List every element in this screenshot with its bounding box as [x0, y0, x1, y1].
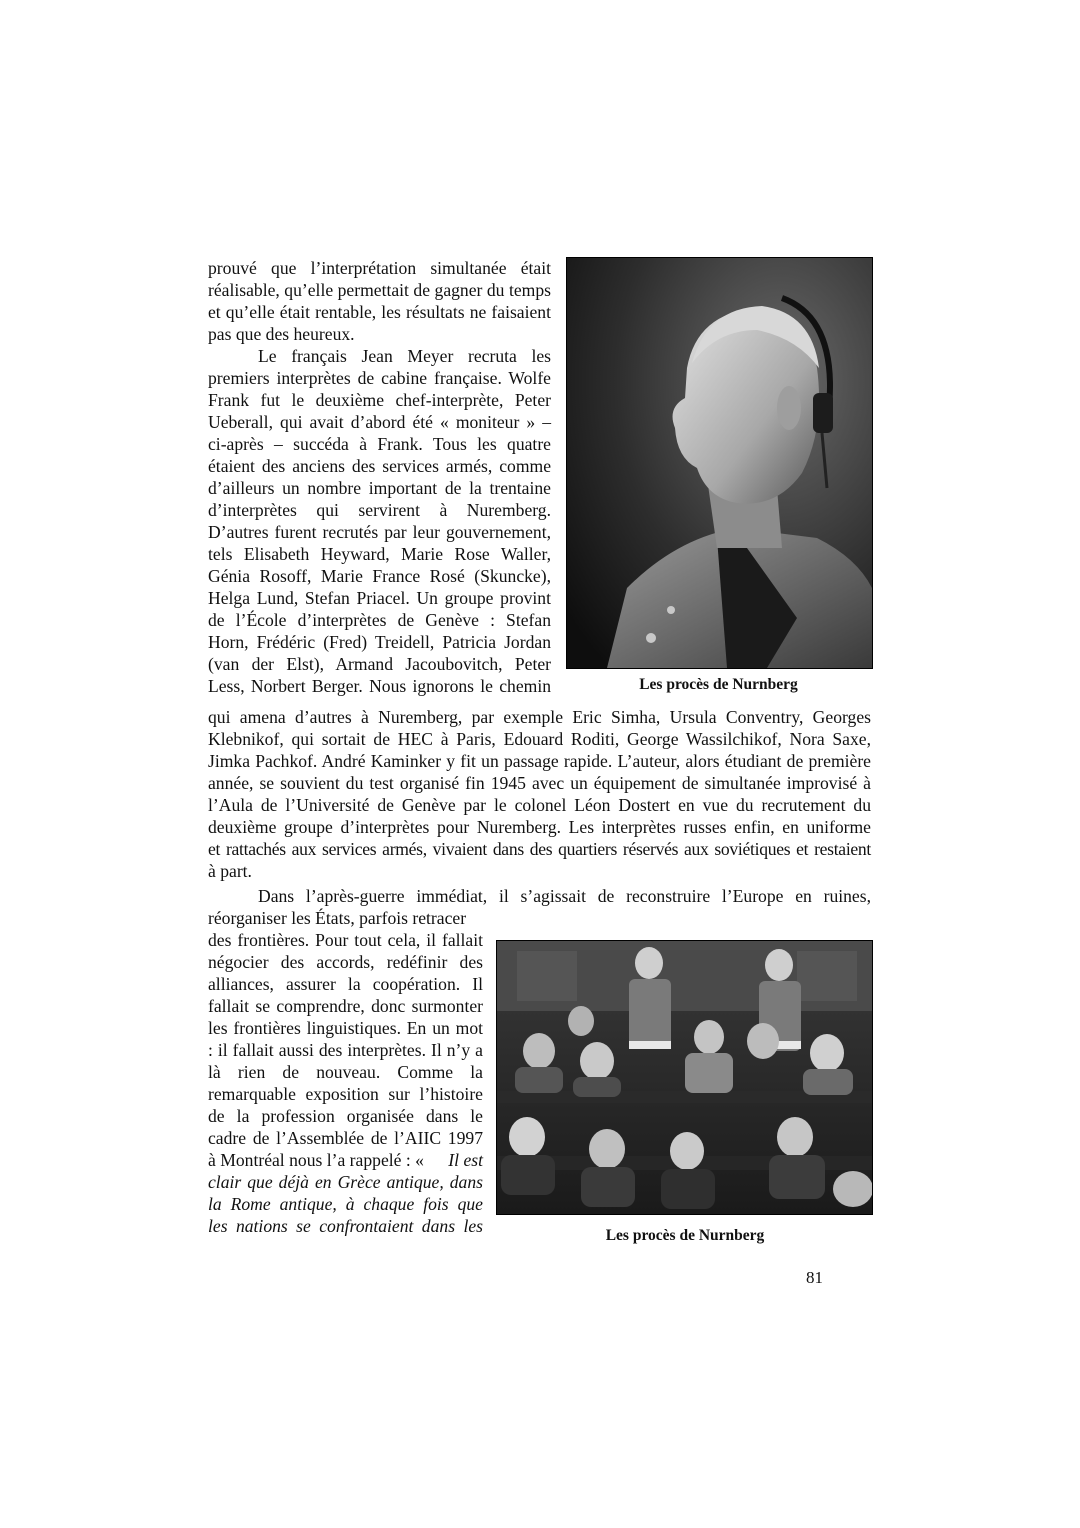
text-line: remarquable exposition sur l’histoire [208, 1084, 483, 1104]
text-line: cadre de l’Assemblée de l’AIIC 1997 [208, 1128, 483, 1148]
text-line: les frontières linguistiques. En un mot [208, 1018, 483, 1038]
text-line: réalisable, qu’elle permettait de gagner du temps [208, 280, 551, 300]
text-line: Jimka Pachkof. André Kaminker y fit un passage rapide. L’auteur, alors étudiant de première [208, 751, 871, 771]
text-line: négocier des accords, redéfinir des [208, 952, 483, 972]
text-line: fallait se comprendre, donc surmonter [208, 996, 483, 1016]
quote-text: Il est [448, 1150, 483, 1170]
text-line: des frontières. Pour tout cela, il fallait [208, 930, 483, 950]
text-line: Less, Norbert Berger. Nous ignorons le chemin [208, 676, 551, 696]
figure-caption: Les procès de Nurnberg [639, 676, 798, 693]
text-line: et qu’elle était rentable, les résultats ne faisaient [208, 302, 551, 322]
text-line: année, se souvient du test organisé fin 1945 avec un équipement de simultanée improvisé à [208, 773, 871, 793]
text-line: Génia Rosoff, Marie France Rosé (Skuncke), [208, 566, 551, 586]
text-line: deuxième groupe d’interprètes pour Nuremberg. Les interprètes russes enfin, en uniforme [208, 817, 871, 837]
text-line: de la profession organisée dans le [208, 1106, 483, 1126]
text-line: et rattachés aux services armés, vivaient dans des quartiers réservés aux soviétiques et restaient [208, 839, 871, 859]
quote-text: la Rome antique, à chaque fois que [208, 1194, 483, 1214]
text-line: Ueberall, qui avait d’abord été « moniteur » – [208, 412, 551, 432]
text-line: d’interprètes qui servirent à Nuremberg. [208, 500, 551, 520]
text-line: premiers interprètes de cabine française. Wolfe [208, 368, 551, 388]
text-line: alliances, assurer la coopération. Il [208, 974, 483, 994]
figure-caption: Les procès de Nurnberg [605, 1227, 765, 1244]
text-line: Frank fut le deuxième chef-interprète, Peter [208, 390, 551, 410]
text-line [208, 1149, 483, 1171]
text-line: Horn, Frédéric (Fred) Treidell, Patricia Jordan [208, 632, 551, 652]
text-line: l’Aula de l’Université de Genève par le colonel Léon Dostert en vue du recrutement du [208, 795, 871, 815]
page-number: 81 [806, 1268, 823, 1287]
text-line: là rien de nouveau. Comme la [208, 1062, 483, 1082]
text-line: de l’École d’interprètes de Genève : Stefan [208, 610, 551, 630]
text-line: D’autres furent recrutés par leur gouvernement, [208, 522, 551, 542]
text-line: pas que des heureux. [208, 324, 355, 344]
text-line: prouvé que l’interprétation simultanée était [208, 258, 551, 278]
text-line: Klebnikof, qui sortait de HEC à Paris, Edouard Roditi, George Wassilchikof, Nora Saxe, [208, 729, 871, 749]
text-line: Le français Jean Meyer recruta les [258, 346, 551, 366]
quote-text: les nations se confrontaient dans les [208, 1216, 483, 1236]
quote-text: clair que déjà en Grèce antique, dans [208, 1172, 483, 1192]
text-line: (van der Elst), Armand Jacoubovitch, Peter [208, 654, 551, 674]
text-line: à part. [208, 861, 252, 881]
portrait-photo [566, 257, 873, 669]
text-line: d’ailleurs un nombre important de la trentaine [208, 478, 551, 498]
text-line: tels Elisabeth Heyward, Marie Rose Waller, [208, 544, 551, 564]
text-line: Dans l’après-guerre immédiat, il s’agissait de reconstruire l’Europe en ruines, [258, 886, 871, 906]
text-segment: à Montréal nous l’a rappelé : « [208, 1150, 424, 1170]
text-line: : il fallait aussi des interprètes. Il n’y a [208, 1040, 483, 1060]
text-line: réorganiser les États, parfois retracer [208, 908, 467, 928]
text-line: qui amena d’autres à Nuremberg, par exemple Eric Simha, Ursula Conventry, Georges [208, 707, 871, 727]
text-line: ci-après – succéda à Frank. Tous les quatre [208, 434, 551, 454]
text-line: étaient des anciens des services armés, comme [208, 456, 551, 476]
text-line: Helga Lund, Stefan Priacel. Un groupe provint [208, 588, 551, 608]
courtroom-photo [496, 940, 873, 1215]
